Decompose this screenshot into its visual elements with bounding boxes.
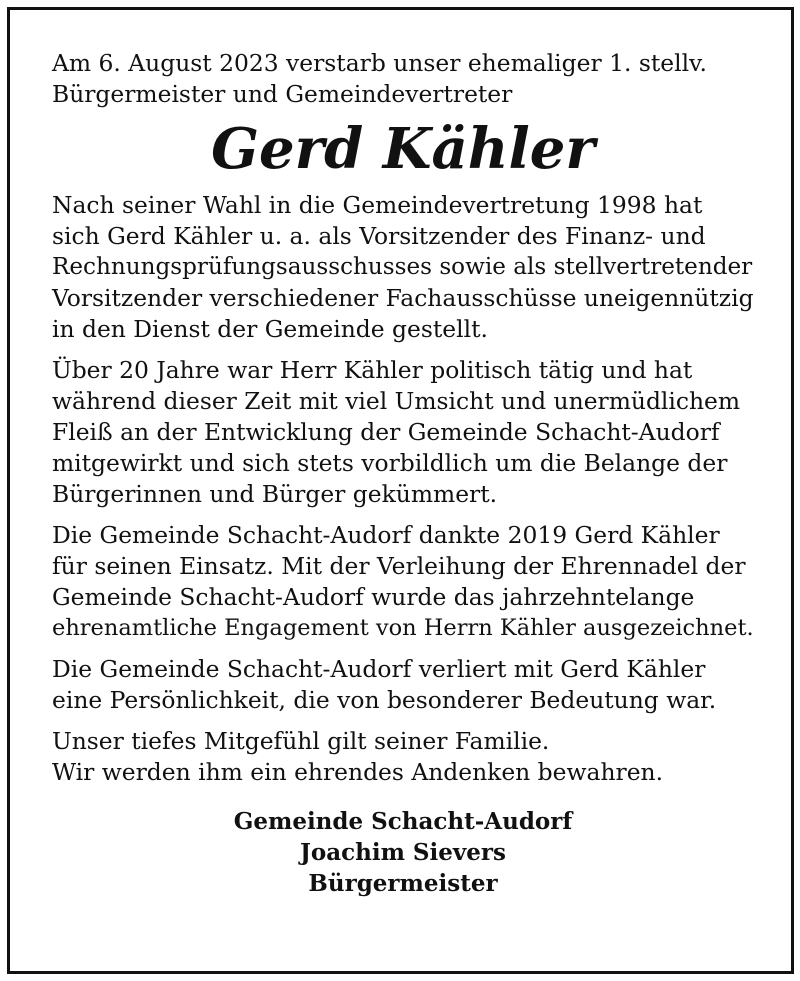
paragraph-line: für seinen Einsatz. Mit der Verleihung der Ehrennadel der: [52, 552, 746, 580]
paragraph-line: eine Persönlichkeit, die von besonderer Bedeutung war.: [52, 686, 717, 714]
paragraph-loss: [52, 654, 754, 716]
paragraph-line: ehrenamtliche Engagement von Herrn Kähler ausgezeichnet.: [52, 615, 754, 641]
signature-block: [52, 806, 754, 899]
obituary-notice: [52, 48, 754, 899]
intro-line: Am 6. August 2023 verstarb unser ehemaliger 1. stellv.: [52, 49, 707, 77]
paragraph-line: während dieser Zeit mit viel Umsicht und unermüdlichem: [52, 387, 741, 415]
paragraph-line: Die Gemeinde Schacht-Audorf verliert mit Gerd Kähler: [52, 655, 706, 683]
deceased-name: Gerd Kähler: [211, 116, 595, 182]
paragraph-line: Nach seiner Wahl in die Gemeindevertretung 1998 hat: [52, 191, 703, 219]
signature-title: Bürgermeister: [308, 870, 498, 897]
paragraph-line: Gemeinde Schacht-Audorf wurde das jahrzehntelange: [52, 583, 695, 611]
paragraph-line: mitgewirkt und sich stets vorbildlich um die Belange der: [52, 449, 728, 477]
paragraph-line: Bürgerinnen und Bürger gekümmert.: [52, 480, 498, 508]
paragraph-line: sich Gerd Kähler u. a. als Vorsitzender des Finanz- und: [52, 222, 706, 250]
intro-text: [52, 48, 754, 110]
paragraph-line: Wir werden ihm ein ehrendes Andenken bewahren.: [52, 758, 664, 786]
paragraph-line: Vorsitzender verschiedener Fachausschüsse uneigennützig: [52, 284, 754, 312]
paragraph-honor: [52, 520, 754, 644]
paragraph-line: Über 20 Jahre war Herr Kähler politisch tätig und hat: [52, 356, 693, 384]
paragraph-service: [52, 355, 754, 510]
paragraph-line: Die Gemeinde Schacht-Audorf dankte 2019 Gerd Kähler: [52, 521, 720, 549]
signature-organization: Gemeinde Schacht-Audorf: [233, 808, 573, 835]
paragraph-line: in den Dienst der Gemeinde gestellt.: [52, 315, 488, 343]
paragraph-line: Fleiß an der Entwicklung der Gemeinde Schacht-Audorf: [52, 418, 720, 446]
paragraph-line: Unser tiefes Mitgefühl gilt seiner Familie.: [52, 727, 550, 755]
paragraph-condolence: [52, 726, 754, 788]
paragraph-line: Rechnungsprüfungsausschusses sowie als stellvertretender: [52, 254, 753, 280]
signature-person: Joachim Sievers: [300, 839, 506, 866]
paragraph-career: [52, 190, 754, 345]
intro-line: Bürgermeister und Gemeindevertreter: [52, 80, 513, 108]
